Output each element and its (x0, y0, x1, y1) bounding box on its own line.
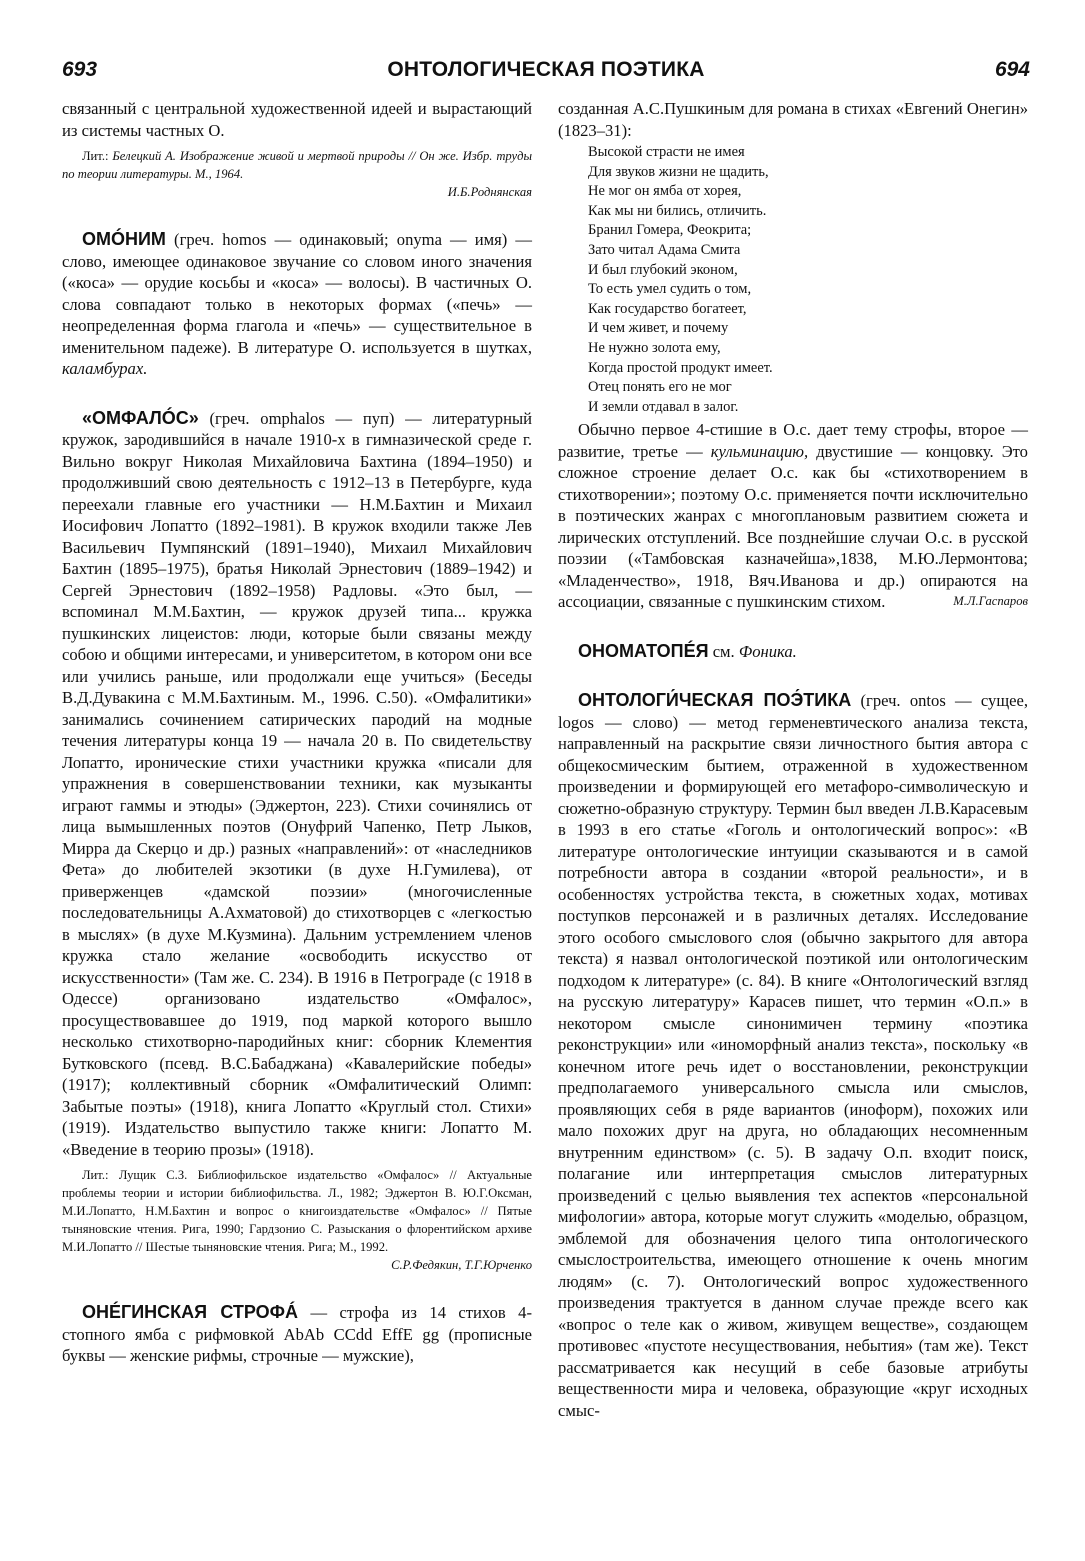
literature-label: Лит.: (82, 149, 109, 163)
article-omfalos (62, 408, 532, 1161)
article-text: (греч. ontos — сущее, logos — слово) — метод герменевтического анализа текста, направленный на раскрытие связи личностного бытия автора с общекосмическим бытием, отраженной в художественном произведении и формирующей его метафоро-символическую и сюжетно-образную структуру. Термин был введен Л.В.Карасевым в 1993 в его статье «Гоголь и онтологический вопрос»: «В литературе онтологические интуиции сказываются и в самой потребности автора в создании «второй реальности», и в особенностях устройства текста, в сюжетных ходах, мотивах поступков персонажей и в различных деталях. Исследование этого особого смыслового слоя (обычно закрытого для автора текста) я назвал онтологической поэтикой или онтологическим подходом к литературе» (с. 84). В книге «Онтологический взгляд на русскую литературу» Карасев пишет, что термин «О.п.» в некотором смысле синонимичен термину «поэтика реконструкции» или «иноморфный анализ текста», поскольку «в конечном итоге речь идет о восстановлении, реконструкции предполагаемого универсального смысла или смыслов, проявляющих себя в ряде вариантов (иноформ), похожих или мало похожих друг на друга, но обладающих несомненным внутренним единством» (с. 5). В задачу О.п. входит поиск, полагание или интерпретация смыслов литературных произведений с целью выявления тех аспектов «персональной мифологии» автора, которые могут служить «моделью, образцом, эмблемой для обозначения целого типа онтологического смыслостроительства, имеющего отношение к очень многим людям» (с. 7). Онтологический вопрос художественного произведения трактуется в данном случае прежде всего как «вопрос о теле как о живом, живущем веществе», создающем противовес «пустоте несуществования, небытия» (там же). Текст рассматривается как несущий в себе базовые атрибуты вещественности мира и человека, образующие «круг исходных смыс- (558, 691, 1028, 1420)
verse-line: Высокой страсти не имея (588, 144, 745, 160)
right-column (558, 98, 1028, 1421)
headword: «ОМФАЛÓС» (82, 407, 199, 428)
article-text (558, 419, 1028, 613)
headword: ОНТОЛОГИ́ЧЕСКАЯ ПОЭ́ТИКА (578, 690, 852, 711)
article-ontological-poetics (558, 690, 1028, 1421)
article-author: М.Л.Гаспаров (953, 594, 1028, 609)
continuation-text: связанный с центральной художественной идеей и вырастающий из системы частных О. (62, 99, 532, 140)
literature-note (62, 1166, 532, 1256)
verse-line: И чем живет, и почему (588, 320, 729, 337)
literature-label: Лит.: (82, 1168, 109, 1182)
verse-line: Не нужно золота ему, (588, 339, 721, 356)
verse-line: То есть умел судить о том, (588, 281, 752, 298)
article-onegin (62, 1302, 532, 1367)
article-author: И.Б.Роднянская (447, 185, 532, 199)
literature-text: Лущик С.З. Библиофильское издательство «Омфалос» // Актуальные проблемы теории и истории библиофильства. Л., 1982; Эджертон В. Ю.Г.Оксман, М.И.Лопатто, Н.М.Бахтин и вопрос о книгоиздательстве «Омфалос» // Пятые тыняновские чтения. Рига, 1990; Гардзонио С. Разыскания о флорентийском архиве М.И.Лопатто // Шестые тыняновские чтения. Рига; М., 1992. (62, 1168, 533, 1254)
cross-reference: кульминацию, (710, 441, 809, 461)
verse-line: И земли отдавал в залог. (588, 398, 739, 415)
headword: ОМÓНИМ (82, 229, 166, 249)
verse-line: Как мы ни бились, отличить. (588, 202, 767, 219)
left-column (62, 98, 532, 1367)
verse-line: Зато читал Адама Смита (588, 241, 741, 258)
verse-line: Бранил Гомера, Феокрита; (588, 222, 752, 239)
article-onomatopeia (558, 641, 1028, 663)
article-text: (греч. homos — одинаковый; onyma — имя) — слово, имеющее одинаковое звучание со словом иного значения («коса» — орудие косьбы и «коса» — волосы). В частичных О. слова совпадают только в некоторых формах («печь» — неопределенная форма глагола и «печь» — существительное в именительном падеже). В литературе О. используется в шутках, (62, 230, 532, 357)
continuation-text: созданная А.С.Пушкиным для романа в стихах «Евгений Онегин» (1823–31): (558, 99, 1028, 140)
article-text: (греч. omphalos — пуп) — литературный кружок, зародившийся в начале 1910-х в гимназической среде г. Вильно вокруг Николая Михайловича Бахтина (1894–1950) и продолживший свою деятельность с 1912–13 в Петербурге, куда переехали главные его участники — Н.М.Бахтин и Михаил Иосифович Лопатто (1892–1981). В кружок входили также Лев Васильевич Пумпянский (1891–1940), Михаил Михайлович Бахтин (1895–1975), братья Николай Эрнестович (1889–1942) и Сергей Эрнестович (1892–1958) Радловы. «Это был, — вспоминал М.М.Бахтин, — кружок друзей типа... кружка пушкинских лицеистов: люди, которые были связаны между собою и общими интересами, и университетом, в котором они все или учились раньше, или продолжали еще учиться» (Беседы В.Д.Дувакина с М.М.Бахтиным. М., 1996. С.50). «Омфалитики» занимались сочинением сатирических пародий на модные течения литературы конца 19 — начала 20 в. По свидетельству Лопатто, иронические стихи участники кружка «писали для упражнения в совершенствовании техники, как музыканты играют гаммы и этюды» (Эджертон, 223). Стихи сочинялись от лица вымышленных поэтов (Онуфрий Чапенко, Петр Лыков, Мирра да Скерцо и др.) разных «направлений»: от «наследников Фета» до любителей экзотики (в духе Н.Гумилева), от приверженцев «дамской поэзии» (многочисленные последовательницы А.Ахматовой) до стихотворцев с «легкостью в мыслях» (в духе М.Кузмина). Дальним устремлением членов кружка стало желание «освободить искусство от искусственности» (Там же. С. 234). В 1916 в Петрограде (с 1918 в Одессе) организовано издательство «Омфалос», просуществовавшее до 1919, под маркой которого вышло несколько стихотворно-пародийных книг: сборник Клементия Бутковского (псевд. В.С.Бабаджана) «Кавалерийские победы» (1917); коллективный сборник «Омфалитический Олимп: Забытые поэты» (1918), книга Лопатто «Круглый стол. Стихи» (1919). Издательство выпустило также книги: Лопатто М. «Введение в теорию прозы» (1918). (62, 408, 532, 1159)
verse-quote (588, 143, 1028, 417)
page-number-right: 694 (994, 58, 1030, 81)
article-omonim (62, 229, 532, 380)
verse-line: Для звуков жизни не щадить, (588, 163, 769, 180)
cross-reference: каламбурах. (62, 359, 148, 378)
headword: ОНÉГИНСКАЯ СТРОФÁ (82, 1302, 299, 1322)
literature-text: Белецкий А. Изображение живой и мертвой природы // Он же. Избр. труды по теории литературы. М., 1964. (62, 149, 532, 181)
headword: ОНОМАТОПÉЯ (578, 640, 709, 661)
text-segment: двустишие — концовку. Это сложное строение делает О.с. как бы «стихотворением в стихотворении»; поэтому О.с. применяется почти исключительно в поэтических жанрах с многоплановым развитием сюжета и лирических отступлений. Все позднейшие случаи О.с. в русской поэзии («Тамбовская казначейша»,1838, М.Ю.Лермонтова; «Младенчество», 1918, Вяч.Иванова и др.) опираются на ассоциации, связанные с пушкинским стихом. (558, 441, 1028, 612)
verse-line: И был глубокий эконом, (588, 261, 738, 278)
page-header (62, 58, 1030, 88)
see-label: см. (712, 641, 735, 661)
verse-line: Когда простой продукт имеет. (588, 359, 773, 376)
page-number-left: 693 (62, 58, 98, 81)
verse-line: Не мог он ямба от хорея, (588, 183, 742, 200)
literature-note (62, 147, 532, 183)
text-segment: Обычно первое 4-стишие в О.с. дает тему строфы, второе — развитие, третье — (558, 420, 1028, 461)
verse-line: Как государство богатеет, (588, 300, 747, 317)
running-title: ОНТОЛОГИЧЕСКАЯ ПОЭТИКА (387, 58, 705, 81)
article-author: С.Р.Федякин, Т.Г.Юрченко (391, 1258, 532, 1272)
article-text: — строфа из 14 стихов 4-стопного ямба с рифмовкой AbAb CCdd EffE gg (прописные буквы — женские рифмы, строчные — мужские), (62, 1303, 532, 1365)
verse-line: Отец понять его не мог (588, 379, 732, 396)
cross-reference: Фоника. (738, 641, 797, 661)
